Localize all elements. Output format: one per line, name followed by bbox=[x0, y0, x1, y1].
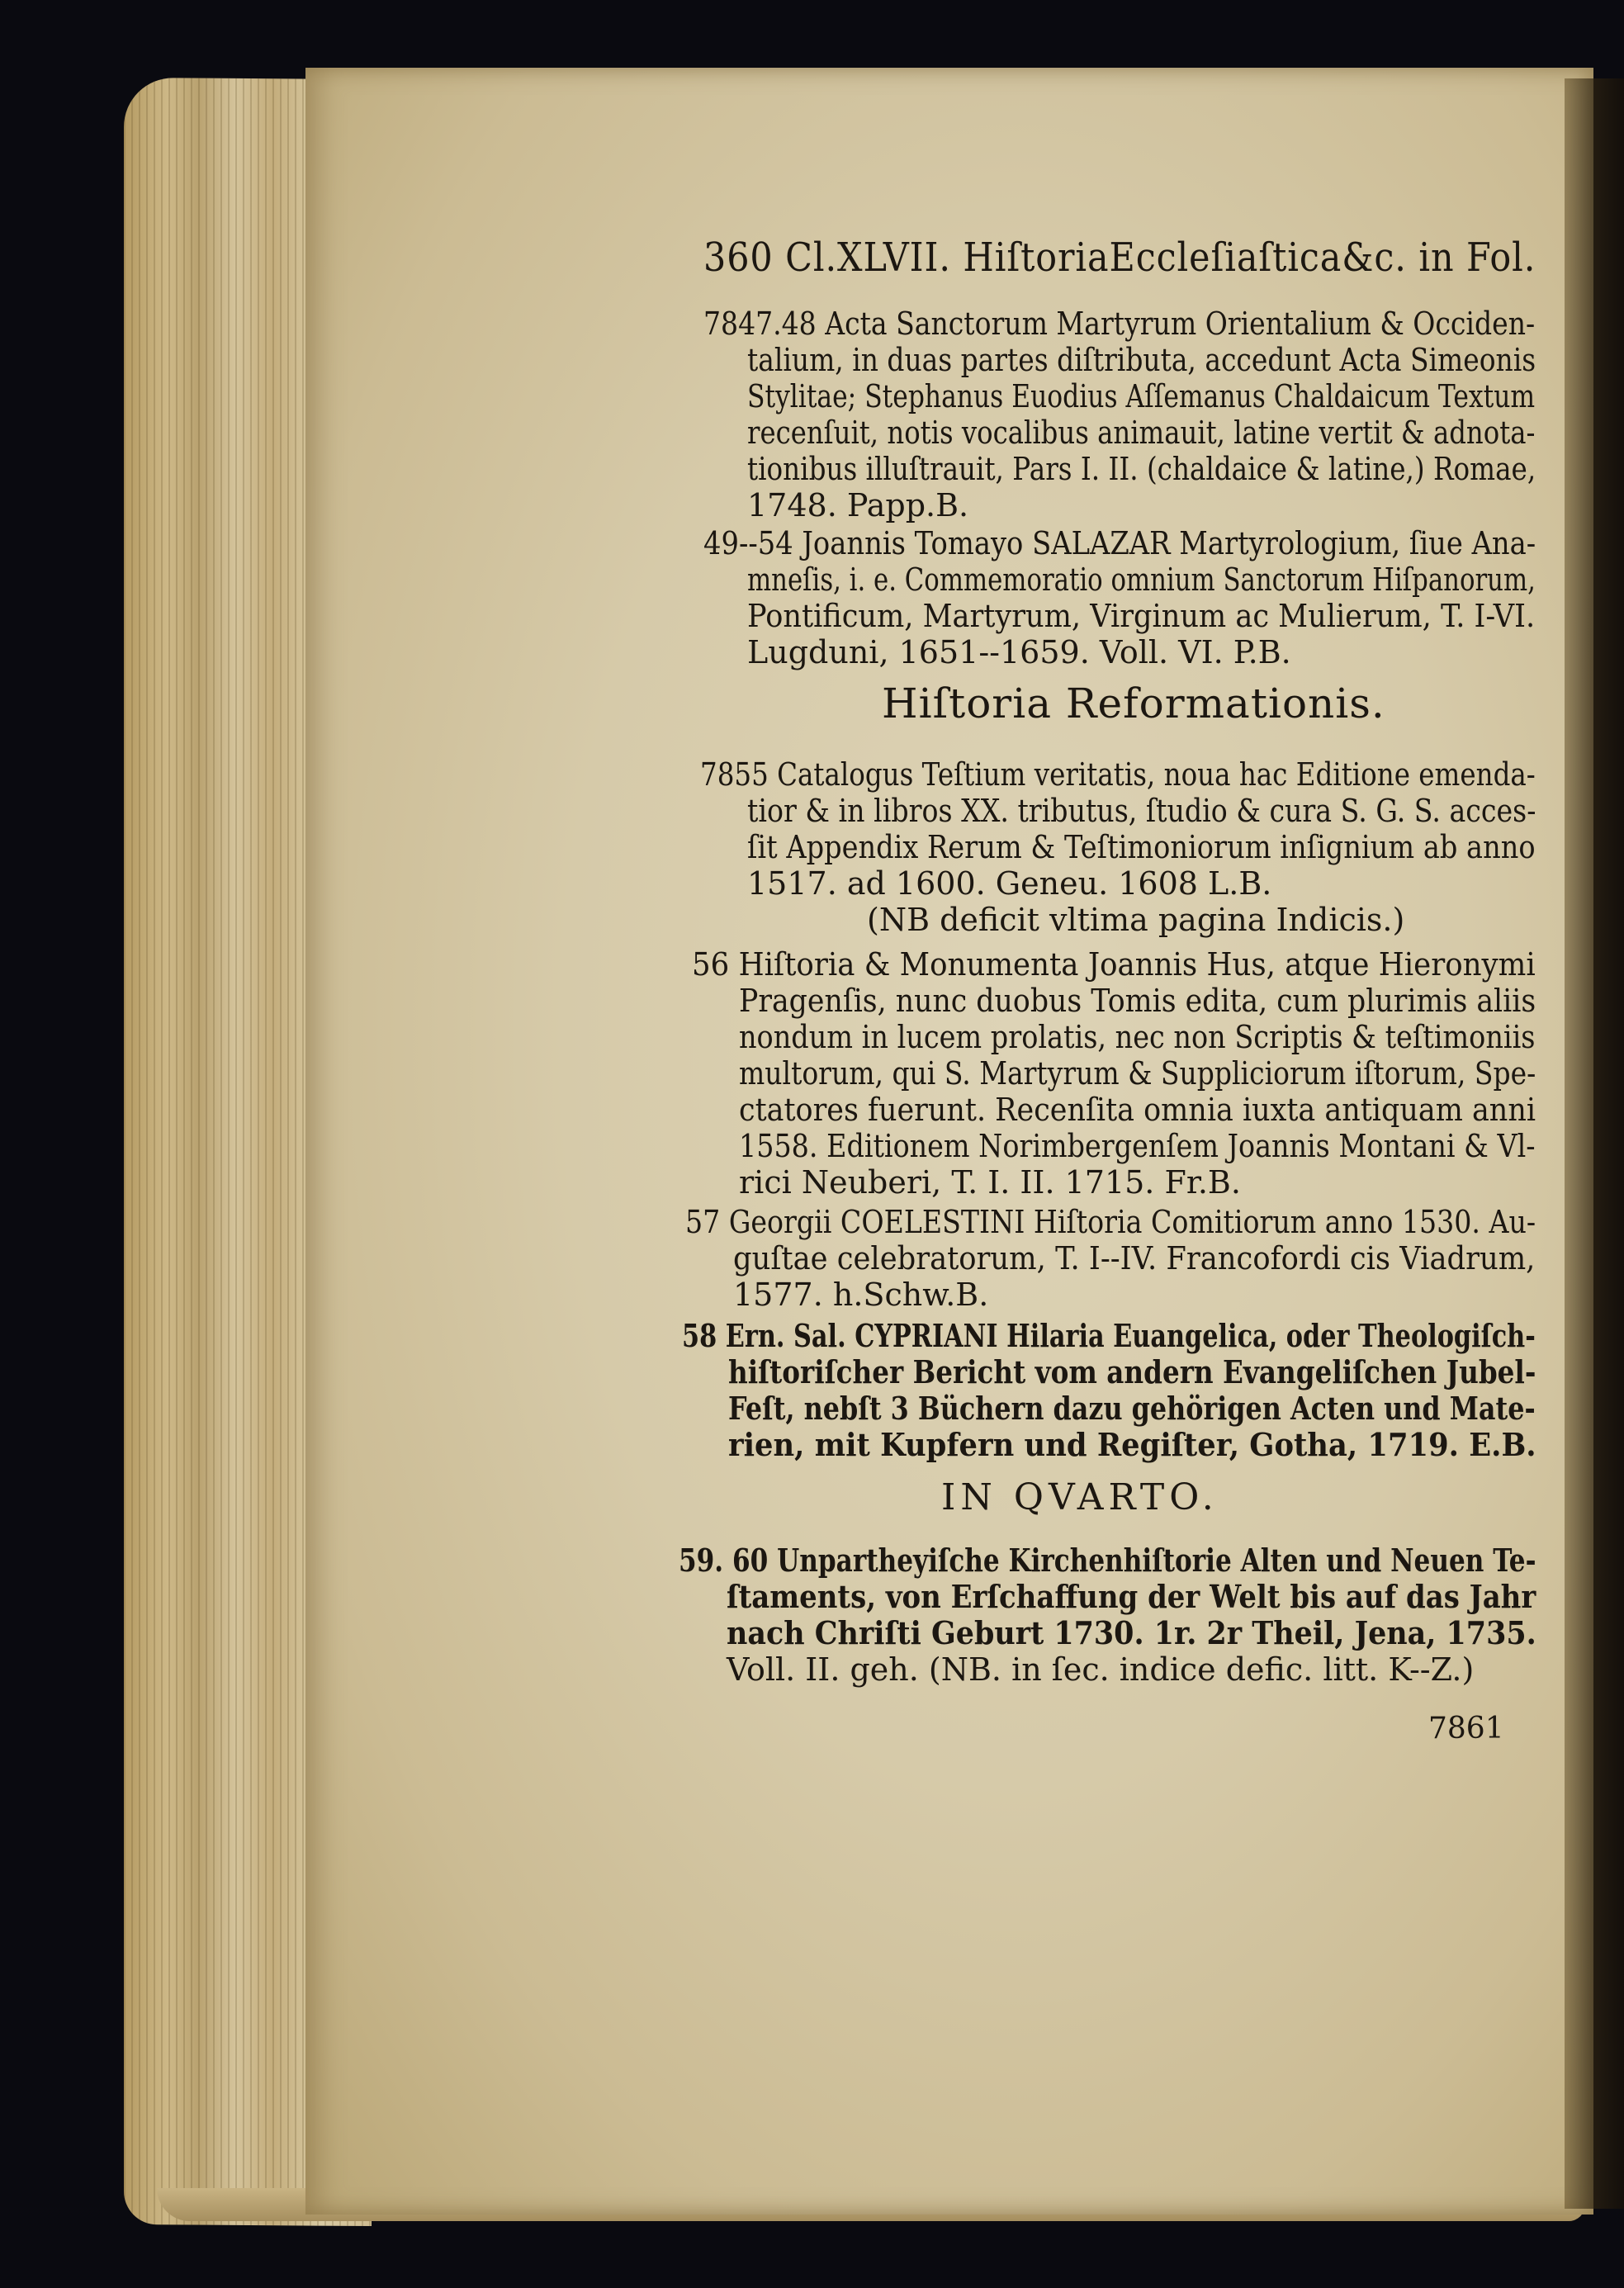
catchword: 7861 bbox=[1428, 1712, 1504, 1746]
entry-line: ſtaments, von Erſchaffung der Welt bis auf das Jahr bbox=[727, 1578, 1536, 1615]
entry-line: 7855 Catalogus Teſtium veritatis, noua hac Editione emenda- bbox=[700, 756, 1536, 793]
entry-line: 56 Hiſtoria & Monumenta Joannis Hus, atque Hieronymi bbox=[692, 946, 1536, 983]
entry-line: 1558. Editionem Norimbergenſem Joannis Montani & Vl- bbox=[739, 1128, 1536, 1164]
entry-line: ctatores fuerunt. Recenſita omnia iuxta antiquam anni bbox=[739, 1092, 1536, 1128]
entry-line: 1577. h.Schw.B. bbox=[733, 1277, 989, 1313]
entry-line: Voll. II. geh. (NB. in ſec. indice defic. litt. K--Z.) bbox=[727, 1651, 1475, 1688]
entry-line: nondum in lucem prolatis, nec non Scriptis & teſtimoniis bbox=[739, 1019, 1536, 1055]
entry-line: 1517. ad 1600. Geneu. 1608 L.B. bbox=[747, 865, 1272, 902]
entry-line: recenſuit, notis vocalibus animauit, latine vertit & adnota- bbox=[747, 414, 1536, 451]
entry-line: mneſis, i. e. Commemoratio omnium Sanctorum Hiſpanorum, bbox=[747, 561, 1536, 598]
entry-line: 58 Ern. Sal. CYPRIANI Hilaria Euangelica, oder Theologiſch- bbox=[682, 1317, 1536, 1354]
entry-line: hiſtoriſcher Bericht vom andern Evangeliſchen Jubel- bbox=[728, 1353, 1536, 1390]
entry-line: tionibus illuſtrauit, Pars I. II. (chaldaice & latine,) Romae, bbox=[747, 451, 1536, 487]
entry-line: Feſt, nebſt 3 Büchern dazu gehörigen Acten und Mate- bbox=[728, 1390, 1536, 1427]
entry-line: Pontificum, Martyrum, Virginum ac Mulierum, T. I-VI. bbox=[747, 598, 1536, 634]
section-title: Hiſtoria Reformationis. bbox=[882, 680, 1385, 727]
entry-line: tior & in libros XX. tributus, ſtudio & cura S. G. S. acces- bbox=[747, 793, 1536, 829]
entry-line: 7847.48 Acta Sanctorum Martyrum Orientalium & Occiden- bbox=[703, 306, 1536, 342]
entry-line: 49--54 Joannis Tomayo SALAZAR Martyrologium, ſiue Ana- bbox=[703, 525, 1536, 561]
entry-line: rien, mit Kupfern und Regiſter, Gotha, 1719. E.B. bbox=[728, 1426, 1536, 1463]
entry-line: ſit Appendix Rerum & Teſtimoniorum inſignium ab anno bbox=[747, 829, 1536, 865]
entry-line: Lugduni, 1651--1659. Voll. VI. P.B. bbox=[747, 634, 1291, 670]
section-title: IN QVARTO. bbox=[941, 1476, 1219, 1518]
entry-line: Stylitae; Stephanus Euodius Aſſemanus Chaldaicum Textum bbox=[747, 378, 1536, 414]
entry-line: 1748. Papp.B. bbox=[747, 487, 969, 523]
entry-line: 59. 60 Unpartheyiſche Kirchenhiſtorie Alten und Neuen Te- bbox=[679, 1542, 1536, 1579]
entry-line: 57 Georgii COELESTINI Hiſtoria Comitiorum anno 1530. Au- bbox=[685, 1204, 1536, 1240]
running-head: 360 Cl.XLVII. HiſtoriaEccleſiaſtica&c. in Fol. bbox=[703, 234, 1536, 281]
entry-line: multorum, qui S. Martyrum & Suppliciorum iſtorum, Spe- bbox=[739, 1055, 1536, 1092]
entry-line: nach Chriſti Geburt 1730. 1r. 2r Theil, Jena, 1735. bbox=[727, 1614, 1536, 1651]
entry-note: (NB deficit vltima pagina Indicis.) bbox=[867, 902, 1405, 938]
entry-line: Pragenſis, nunc duobus Tomis edita, cum plurimis aliis bbox=[739, 983, 1536, 1019]
entry-line: talium, in duas partes diſtributa, accedunt Acta Simeonis bbox=[747, 342, 1536, 378]
entry-line: rici Neuberi, T. I. II. 1715. Fr.B. bbox=[739, 1164, 1241, 1201]
entry-line: guſtae celebratorum, T. I--IV. Francofordi cis Viadrum, bbox=[733, 1240, 1536, 1277]
